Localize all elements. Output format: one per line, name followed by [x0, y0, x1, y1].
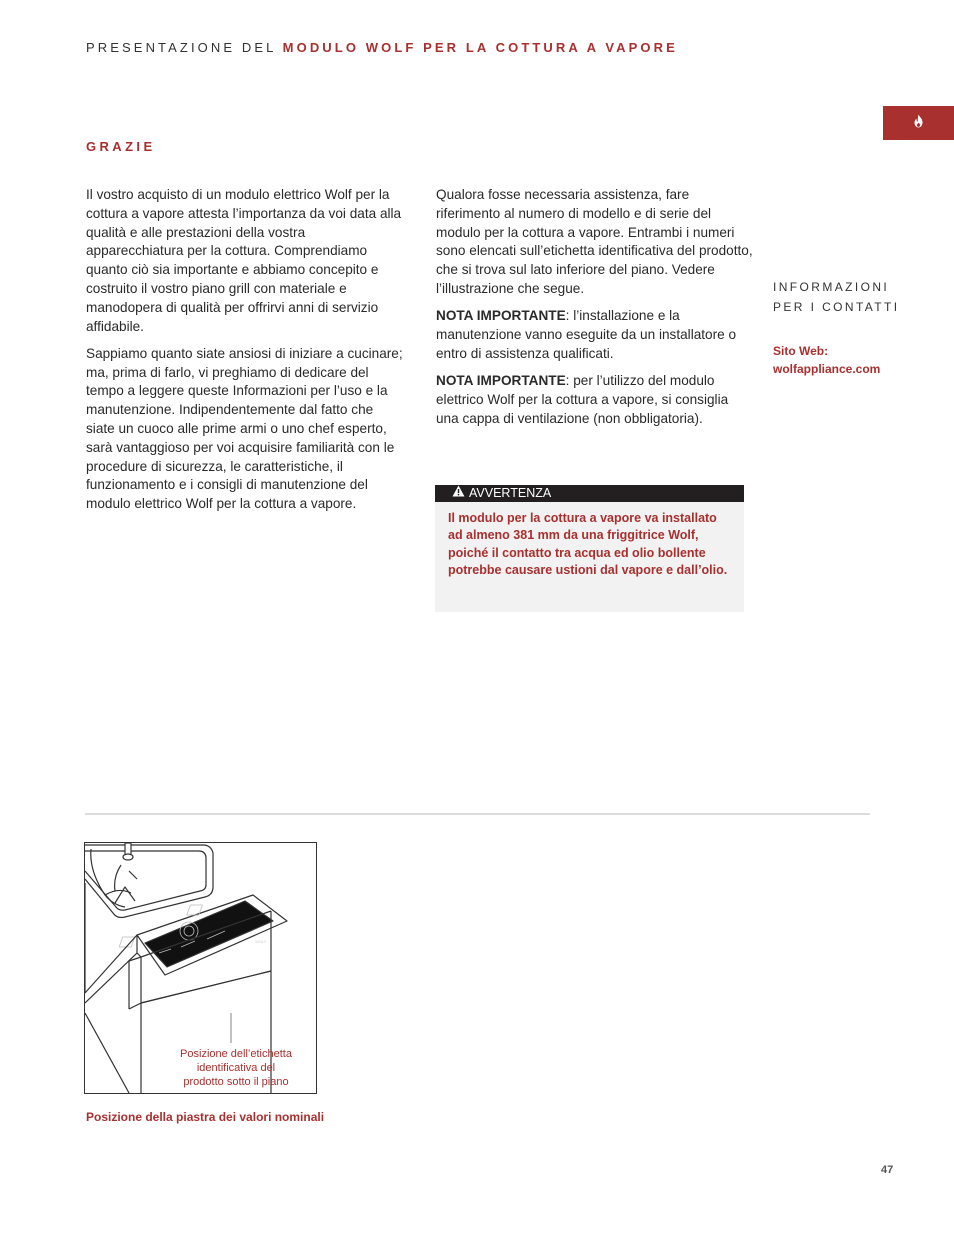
- warning-triangle-icon: [452, 485, 465, 502]
- note-label: NOTA IMPORTANTE: [436, 373, 566, 389]
- section-tab: [883, 106, 954, 140]
- paragraph-intro: Il vostro acquisto di un modulo elettrico Wolf per la cottura a vapore attesta l’importanza da voi data alla qualità e alle prestazioni della vostra apparecchiatura per la cottura. Comprendiamo quanto ciò sia importante e abbiamo concepito e costruito il vostro piano grill con materiale e manodopera di qualità per offrirvi anni di servizio affidabile.: [86, 187, 402, 334]
- warning-label: AVVERTENZA: [469, 486, 552, 500]
- note-ventilation: [436, 372, 754, 428]
- label-location-callout: [161, 1047, 311, 1089]
- brand-mark: WOLF: [255, 939, 267, 944]
- note-label: NOTA IMPORTANTE: [436, 308, 566, 324]
- callout-line: Posizione dell’etichetta: [180, 1048, 292, 1060]
- contact-title-line: PER I CONTATTI: [773, 299, 900, 314]
- callout-line: prodotto sotto il piano: [183, 1076, 289, 1088]
- paragraph-reading: Sappiamo quanto siate ansiosi di iniziare a cucinare; ma, prima di farlo, vi preghiamo di dedicare del tempo a leggere queste Informazioni per l’uso e la manutenzione. Indipendentemente dal fatto che siate un cuoco alle prime armi o uno chef esperto, sarà vantaggioso per voi acquisire familiarità con le procedure di sicurezza, le caratteristiche, il funzionamento e i consigli di manutenzione del modulo elettrico Wolf per la cottura a vapore.: [86, 345, 403, 512]
- section-divider: [85, 813, 870, 815]
- contact-title-line: INFORMAZIONI: [773, 280, 890, 294]
- header-highlight: MODULO WOLF PER LA COTTURA A VAPORE: [282, 40, 678, 55]
- product-illustration: [84, 842, 317, 1094]
- note-text: : per l’utilizzo del modulo elettrico Wolf per la cottura a vapore, si consiglia una cappa di ventilazione (non obbligatoria).: [436, 373, 729, 426]
- left-column: [86, 186, 404, 523]
- figure-caption: Posizione della piastra dei valori nominali: [86, 1110, 325, 1124]
- callout-line: identificativa del: [196, 1062, 276, 1074]
- note-installation: [436, 307, 754, 363]
- page-number: 47: [881, 1164, 894, 1176]
- warning-box: [435, 485, 744, 612]
- contact-website: [773, 343, 880, 378]
- note-text: : l’installazione e la manutenzione vanno eseguite da un installatore o entro di assistenza qualificati.: [436, 308, 737, 361]
- paragraph-assistance: Qualora fosse necessaria assistenza, fare riferimento al numero di modello e di serie del modulo per la cottura a vapore. Entrambi i numeri sono elencati sull’etichetta identificativa del prodotto, che si trova sul lato inferiore del piano. Vedere l’illustrazione che segue.: [436, 187, 753, 296]
- header-prefix: PRESENTAZIONE DEL: [86, 40, 276, 55]
- middle-column: [436, 186, 754, 437]
- website-label: Sito Web:: [773, 344, 829, 358]
- page-header: [86, 40, 678, 55]
- flame-icon: [913, 114, 924, 133]
- website-link[interactable]: wolfappliance.com: [773, 361, 881, 376]
- contact-title: [773, 278, 900, 317]
- warning-header: [435, 485, 744, 502]
- section-title: GRAZIE: [86, 139, 156, 154]
- warning-text: Il modulo per la cottura a vapore va installato ad almeno 381 mm da una friggitrice Wolf, poiché il contatto tra acqua ed olio bollente potrebbe causare ustioni dal vapore e dall’olio.: [448, 511, 728, 577]
